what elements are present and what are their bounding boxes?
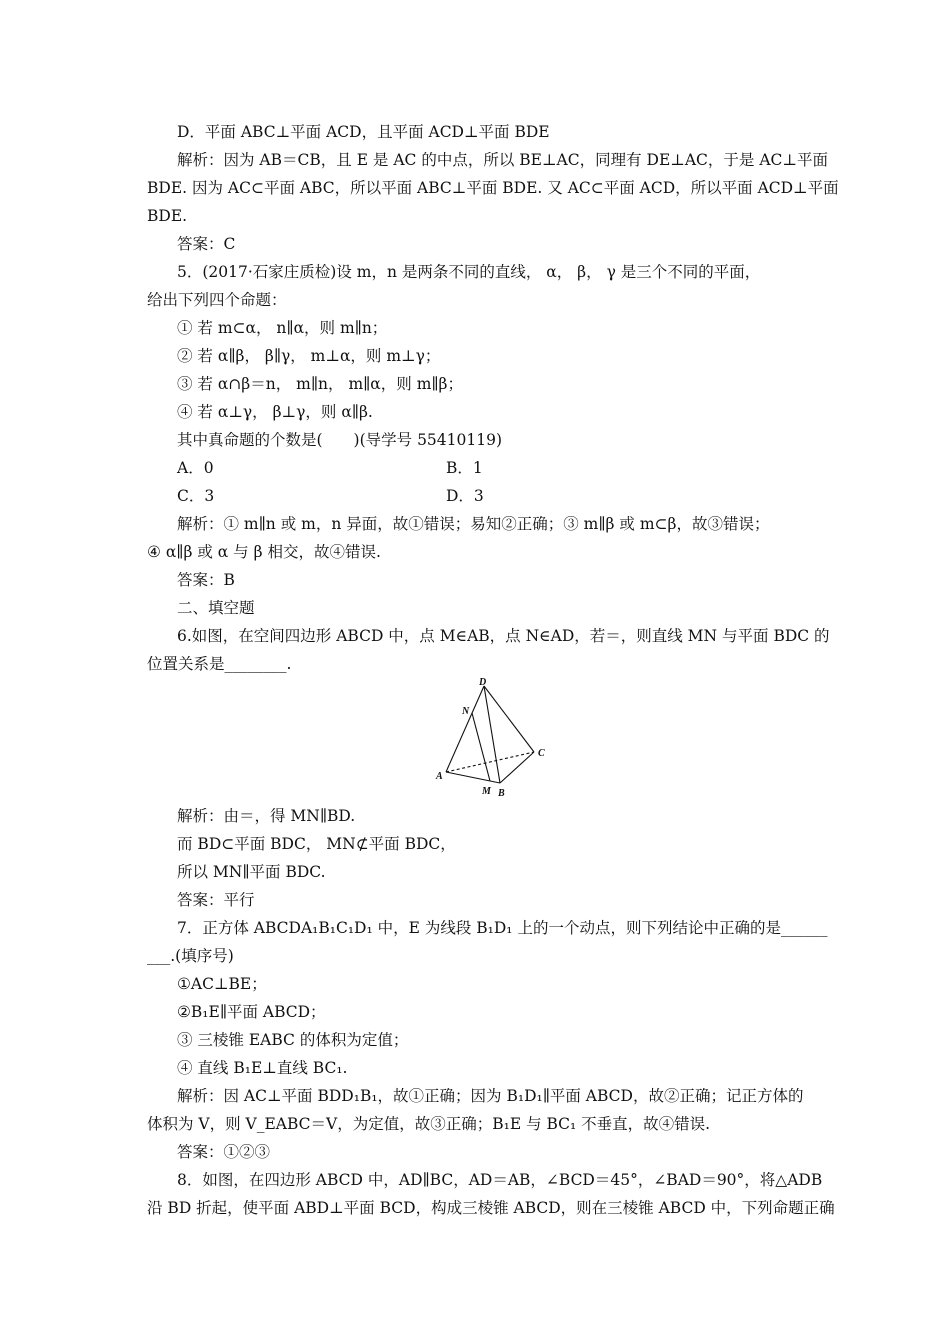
text-line: 5．(2017·石家庄质检)设 m，n 是两条不同的直线， α， β， γ 是三个不同的平面， (177, 263, 761, 281)
text-line: 7．正方体 ABCDA₁B₁C₁D₁ 中，E 为线段 B₁D₁ 上的一个动点，则下列结论中正确的是______ (177, 919, 828, 937)
text-line: 所以 MN∥平面 BDC. (177, 863, 326, 881)
text-line: ② 若 α∥β， β∥γ， m⊥α，则 m⊥γ； (177, 347, 441, 365)
text-line: ①AC⊥BE； (177, 975, 267, 993)
label-m: M (482, 786, 491, 797)
text-line: 位置关系是________. (147, 655, 292, 673)
text-line: BDE. 因为 AC⊂平面 ABC，所以平面 ABC⊥平面 BDE. 又 AC⊂平面 ACD，所以平面 ACD⊥平面 (147, 179, 839, 197)
edge-ac-hidden (446, 752, 534, 772)
text-line: ④ 直线 B₁E⊥直线 BC₁. (177, 1059, 348, 1077)
text-line: ②B₁E∥平面 ABCD； (177, 1003, 326, 1021)
text-line: 而 BD⊂平面 BDC， MN⊄平面 BDC， (177, 835, 456, 853)
edge-ad (446, 686, 484, 772)
label-n: N (462, 706, 470, 717)
segment-mn (472, 713, 490, 781)
text-line: 解析：因 AC⊥平面 BDD₁B₁，故①正确；因为 B₁D₁∥平面 ABCD，故②正确；记正方体的 (177, 1087, 804, 1105)
text-line: 答案：平行 (177, 891, 255, 909)
text-line: D．平面 ABC⊥平面 ACD，且平面 ACD⊥平面 BDE (177, 123, 550, 141)
edge-bc (500, 752, 534, 783)
edge-ab (446, 772, 500, 783)
text-line: 解析：因为 AB＝CB，且 E 是 AC 的中点，所以 BE⊥AC，同理有 DE⊥AC，于是 AC⊥平面 (177, 151, 828, 169)
label-b: B (498, 788, 505, 799)
text-line: ③ 三棱锥 EABC 的体积为定值； (177, 1031, 409, 1049)
text-line: 解析：① m∥n 或 m，n 异面，故①错误；易知②正确；③ m∥β 或 m⊂β，故③错误； (177, 515, 770, 533)
text-line: ① 若 m⊂α， n∥α，则 m∥n； (177, 319, 388, 337)
text-line: 答案：①②③ (177, 1143, 271, 1161)
text-line: ___.(填序号) (147, 947, 234, 965)
text-line: 体积为 V，则 V_EABC＝V，为定值，故③正确；B₁E 与 BC₁ 不垂直，故④错误. (147, 1115, 711, 1133)
label-d: D (479, 677, 487, 688)
text-line: ④ 若 α⊥γ， β⊥γ，则 α∥β. (177, 403, 373, 421)
text-line: 6.如图，在空间四边形 ABCD 中，点 M∈AB，点 N∈AD，若＝，则直线 MN 与平面 BDC 的 (177, 627, 830, 645)
section-heading: 二、填空题 (177, 599, 255, 617)
option-d: D．3 (446, 487, 484, 505)
text-line: 答案：B (177, 571, 235, 589)
label-c: C (538, 748, 545, 759)
text-line: BDE. (147, 207, 188, 225)
text-line: 解析：由＝，得 MN∥BD. (177, 807, 356, 825)
option-c: C．3 (177, 487, 215, 505)
text-line: ③ 若 α∩β＝n， m∥n， m∥α，则 m∥β； (177, 375, 464, 393)
text-line: 答案：C (177, 235, 236, 253)
text-line: ④ α∥β 或 α 与 β 相交，故④错误. (147, 543, 381, 561)
option-b: B．1 (446, 459, 483, 477)
text-line: 8．如图，在四边形 ABCD 中，AD∥BC，AD＝AB，∠BCD＝45°，∠BAD＝90°，将△ADB (177, 1171, 823, 1189)
edge-dc (484, 686, 534, 752)
text-line: 其中真命题的个数是( )(导学号 55410119) (177, 431, 503, 449)
text-line: 沿 BD 折起，使平面 ABD⊥平面 BCD，构成三棱锥 ABCD，则在三棱锥 ABCD 中，下列命题正确 (147, 1199, 835, 1217)
option-a: A．0 (177, 459, 214, 477)
label-a: A (436, 771, 443, 782)
text-line: 给出下列四个命题： (147, 291, 287, 309)
tetrahedron-figure (424, 676, 550, 800)
